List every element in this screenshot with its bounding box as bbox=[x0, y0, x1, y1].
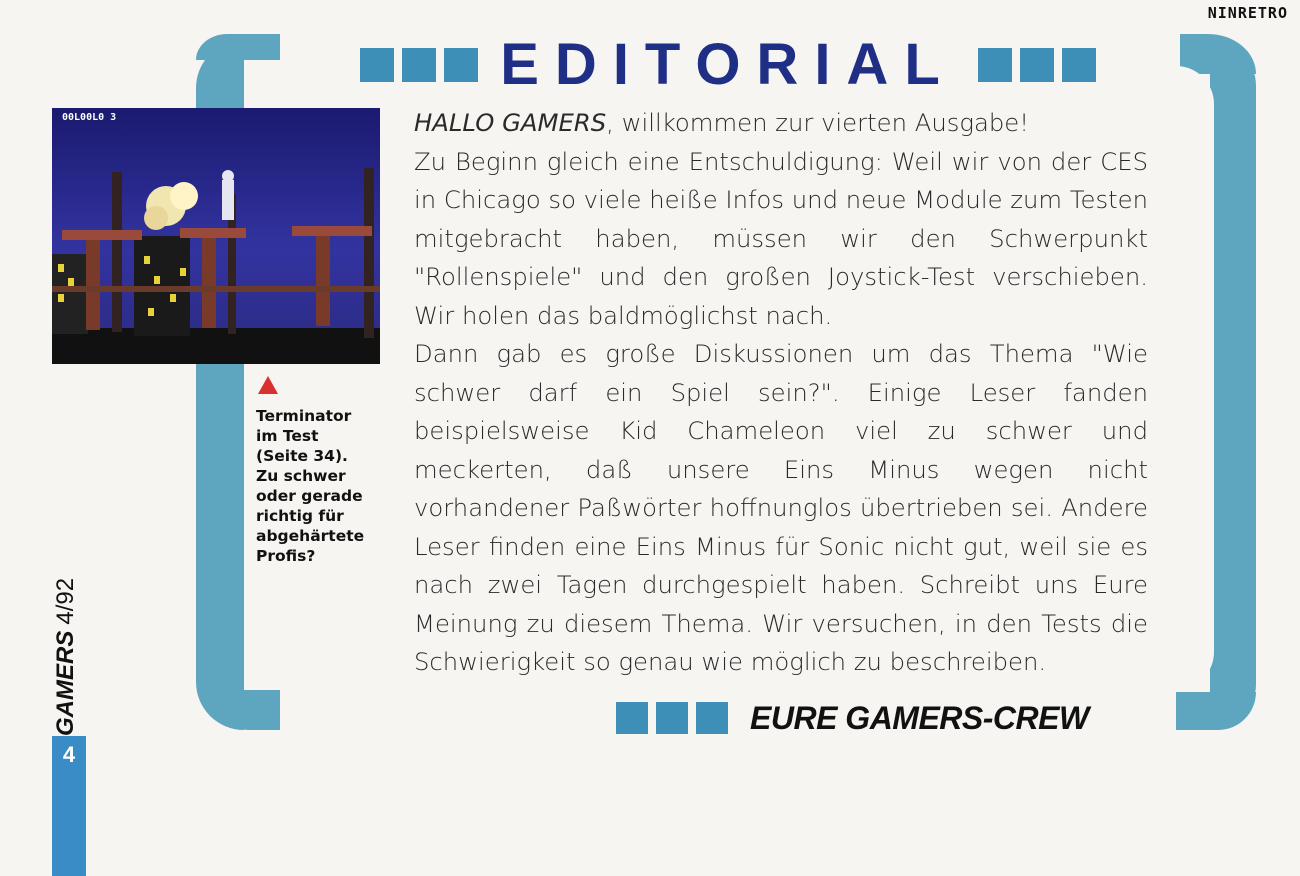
signature-square bbox=[616, 702, 648, 734]
magazine-issue-label bbox=[52, 578, 80, 736]
title-square bbox=[1062, 48, 1096, 82]
magazine-name: GAMERS bbox=[52, 630, 79, 736]
caption-line: (Seite 34). bbox=[256, 447, 348, 465]
caption-line: abgehärtete bbox=[256, 527, 365, 545]
watermark-logo: NINRETRO bbox=[1207, 4, 1288, 22]
title-square bbox=[444, 48, 478, 82]
image-caption bbox=[256, 406, 392, 566]
page-title: EDITORIAL bbox=[500, 32, 956, 97]
caption-line: Terminator bbox=[256, 407, 352, 425]
title-squares-left bbox=[360, 48, 478, 82]
signature-square bbox=[656, 702, 688, 734]
frame-right-bar bbox=[1210, 40, 1256, 730]
paragraph-greeting bbox=[414, 104, 1148, 143]
greeting-rest: , willkommen zur vierten Ausgabe! bbox=[606, 108, 1029, 137]
title-square bbox=[402, 48, 436, 82]
game-hud: 00L00L0 3 bbox=[62, 112, 117, 123]
page-number-bar bbox=[52, 736, 86, 876]
paragraph-difficulty: Dann gab es große Diskussionen um das Thema "Wie schwer darf ein Spiel sein?". Einige Leser fanden beispielsweise Kid Chameleon viel zu schwer und meckerten, daß unsere Eins Minus wegen nicht vorhandener Paßwörter hoffnunglos übertrieben sei. Andere Leser finden eine Eins Minus für Sonic nicht gut, weil sie es nach zwei Tagen durchgespielt haben. Schreibt uns Eure Meinung zu diesem Thema. Wir versuchen, in den Tests die Schwierigkeit so genau wie möglich zu beschreiben. bbox=[414, 339, 1148, 676]
signature-squares bbox=[616, 702, 728, 734]
frame-right-inner bbox=[1176, 66, 1214, 690]
title-row bbox=[278, 30, 1178, 100]
caption-line: oder gerade bbox=[256, 487, 363, 505]
title-square bbox=[1020, 48, 1054, 82]
caption-line: richtig für bbox=[256, 507, 344, 525]
game-screenshot bbox=[52, 108, 380, 364]
caption-triangle-icon bbox=[258, 376, 278, 394]
signature-row bbox=[616, 698, 1152, 738]
game-scene-illustration bbox=[52, 108, 380, 364]
caption-line: Zu schwer bbox=[256, 467, 346, 485]
issue-number: 4/92 bbox=[52, 577, 79, 625]
signature-square bbox=[696, 702, 728, 734]
greeting: HALLO GAMERS bbox=[414, 108, 607, 137]
editorial-body bbox=[414, 104, 1148, 682]
frame-bottom-right bbox=[1176, 692, 1256, 730]
caption-line: im Test bbox=[256, 427, 319, 445]
page-number: 4 bbox=[62, 742, 76, 767]
title-squares-right bbox=[978, 48, 1096, 82]
caption-line: Profis? bbox=[256, 547, 316, 565]
paragraph-apology: Zu Beginn gleich eine Entschuldigung: Weil wir von der CES in Chicago so viele heiße Infos und neue Module zum Testen mitgebracht haben, müssen wir den Schwerpunkt "Rollenspiele" und den großen Joystick-Test verschieben. Wir holen das baldmöglichst nach. bbox=[414, 146, 1148, 330]
title-square bbox=[978, 48, 1012, 82]
signature: EURE GAMERS-CREW bbox=[750, 699, 1089, 736]
title-square bbox=[360, 48, 394, 82]
